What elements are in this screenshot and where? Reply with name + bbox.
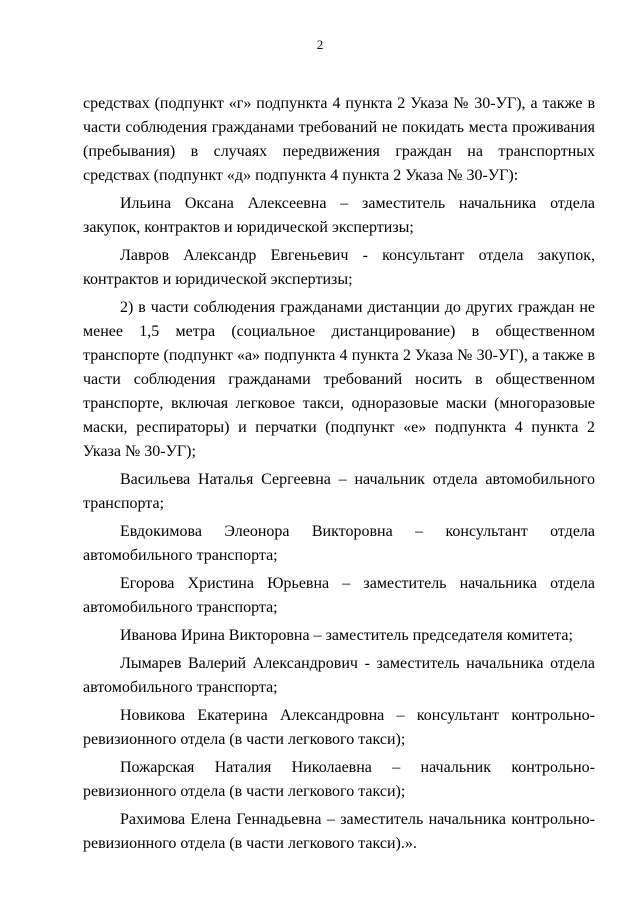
paragraph-evdokimova: Евдокимова Элеонора Викторовна – консультант отдела автомобильного транспорта; — [83, 523, 595, 564]
page-number: 2 — [316, 37, 324, 52]
paragraph-lymarev: Лымарев Валерий Александрович - заместитель начальника отдела автомобильного транспорта; — [83, 655, 595, 696]
paragraph-lavrov: Лавров Александр Евгеньевич - консультант отдела закупок, контрактов и юридической экспертизы; — [83, 247, 595, 288]
paragraph-continuation: средствах (подпункт «г» подпункта 4 пункта 2 Указа № 30-УГ), а также в части соблюдения гражданами требований не покидать места проживания (пребывания) в случаях передвижения граждан на транспортных средствах (подпункт «д» подпункта 4 пункта 2 Указа № 30-УГ): — [83, 95, 595, 184]
paragraph-ilyina: Ильина Оксана Алексеевна – заместитель начальника отдела закупок, контрактов и юридической экспертизы; — [83, 195, 595, 236]
paragraph-vasilyeva: Васильева Наталья Сергеевна – начальник отдела автомобильного транспорта; — [83, 471, 595, 512]
paragraph-ivanova: Иванова Ирина Викторовна – заместитель председателя комитета; — [120, 627, 573, 644]
paragraph-item-2: 2) в части соблюдения гражданами дистанции до других граждан не менее 1,5 метра (социальное дистанцирование) в общественном транспорте (подпункт «а» подпункта 4 пункта 2 Указа № 30-УГ), а также в части соблюдения гражданами требований носить в общественном транспорте, включая легковое такси, одноразовые маски (многоразовые маски, респираторы) и перчатки (подпункт «е» подпункта 4 пункта 2 Указа № 30-УГ); — [83, 299, 595, 460]
paragraph-pozharskaya: Пожарская Наталия Николаевна – начальник контрольно-ревизионного отдела (в части легкового такси); — [83, 759, 595, 800]
paragraph-rakhimova: Рахимова Елена Геннадьевна – заместитель начальника контрольно-ревизионного отдела (в части легкового такси).». — [83, 811, 595, 852]
paragraph-novikova: Новикова Екатерина Александровна – консультант контрольно-ревизионного отдела (в части легкового такси); — [83, 707, 595, 748]
paragraph-egorova: Егорова Христина Юрьевна – заместитель начальника отдела автомобильного транспорта; — [83, 575, 595, 616]
document-body — [83, 92, 595, 860]
